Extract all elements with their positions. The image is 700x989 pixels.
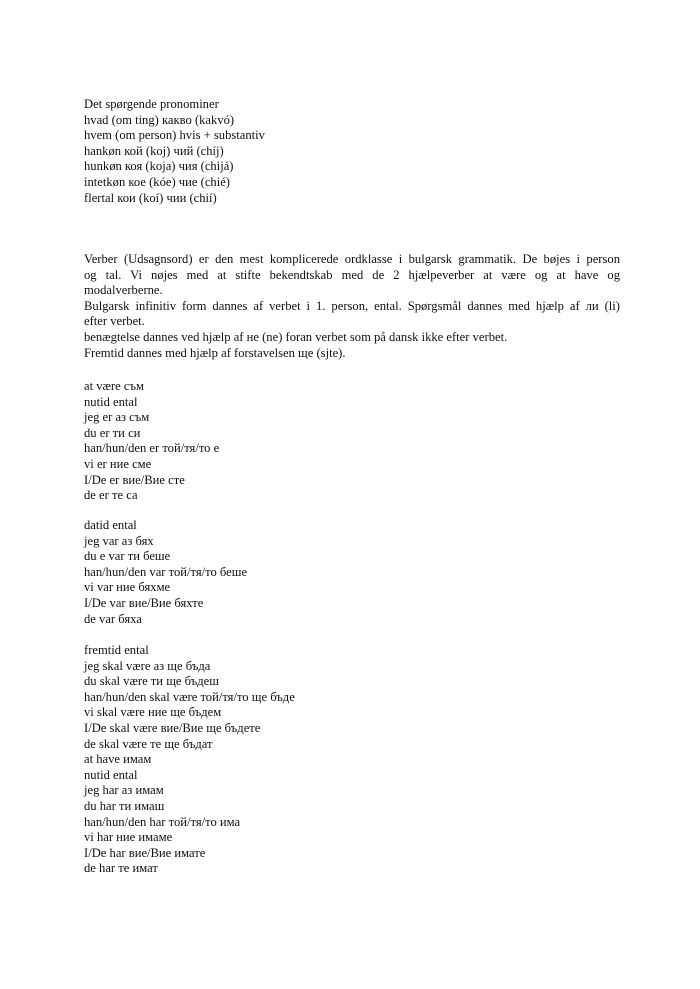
text-line: jeg er аз съм xyxy=(84,410,150,425)
text-line: Fremtid dannes med hjælp af forstavelsen ще (sjte). xyxy=(84,345,346,360)
text-line: vi skal være ние ще бъдем xyxy=(84,705,222,720)
text-line: de har те имат xyxy=(84,861,158,876)
text-line: du er ти си xyxy=(84,425,141,440)
text-line: de skal være те ще бъдат xyxy=(84,736,213,751)
text-line: han/hun/den har той/тя/то има xyxy=(84,814,241,829)
text-line: og tal. Vi nøjes med at stifte bekendtskab med de 2 hjælpeverber at være og at have og xyxy=(84,267,620,282)
text-line: I/De var вие/Вие бяхте xyxy=(84,595,204,610)
text-line: vi har ние имаме xyxy=(84,830,173,845)
text-line: hankøn кой (koj) чий (chíj) xyxy=(84,143,224,158)
text-line: flertal кои (koí) чии (chií) xyxy=(84,190,217,205)
text-line: han/hun/den skal være той/тя/то ще бъде xyxy=(84,689,295,704)
text-line: Verber (Udsagnsord) er den mest komplicerede ordklasse i bulgarsk grammatik. De bøjes i person xyxy=(84,252,620,266)
text-line: hvad (om ting) какво (kakvó) xyxy=(84,112,235,127)
conjugation-past-tense xyxy=(84,518,247,627)
text-line: I/De er вие/Вие сте xyxy=(84,472,185,487)
text-line: benægtelse dannes ved hjælp af не (ne) foran verbet som på dansk ikke efter verbet. xyxy=(84,329,508,344)
verbs-intro-paragraph xyxy=(84,252,620,361)
text-line: Bulgarsk infinitiv form dannes af verbet i 1. person, ental. Spørgsmål dannes med hjælp af ли (li) xyxy=(84,298,620,313)
section-heading: datid ental xyxy=(84,518,137,532)
text-line: han/hun/den er той/тя/то е xyxy=(84,441,220,456)
text-line: jeg var аз бях xyxy=(84,533,154,548)
section-heading: fremtid ental xyxy=(84,643,149,657)
section-heading: at have имам xyxy=(84,752,152,767)
text-line: du e var ти беше xyxy=(84,549,171,564)
text-line: I/De har вие/Вие имате xyxy=(84,845,206,860)
text-line: han/hun/den var той/тя/то беше xyxy=(84,564,248,579)
text-line: vi var ние бяхме xyxy=(84,580,171,595)
section-heading: at være съм xyxy=(84,379,144,393)
text-line: du har ти имаш xyxy=(84,798,165,813)
text-line: jeg har аз имам xyxy=(84,783,164,798)
text-line: intetkøn кое (kóe) чие (chié) xyxy=(84,174,230,189)
text-line: modalverberne. xyxy=(84,283,163,298)
interrogative-pronouns-section xyxy=(84,97,265,206)
text-line: nutid ental xyxy=(84,394,138,409)
text-line: du skal være ти ще бъдеш xyxy=(84,674,219,689)
text-line: de var бяха xyxy=(84,611,142,626)
conjugation-future-and-at-have xyxy=(84,643,295,877)
section-heading: Det spørgende pronominer xyxy=(84,97,219,111)
text-line: vi er ние сме xyxy=(84,456,152,471)
text-line: efter verbet. xyxy=(84,314,145,329)
text-line: hvem (om person) hvis + substantiv xyxy=(84,128,265,143)
text-line: nutid ental xyxy=(84,767,138,782)
text-line: jeg skal være аз ще бъда xyxy=(84,658,211,673)
text-line: hunkøn коя (koja) чия (chijá) xyxy=(84,159,234,174)
conjugation-at-vaere-present xyxy=(84,379,219,504)
text-line: de er те са xyxy=(84,488,138,503)
text-line: I/De skal være вие/Вие ще бъдете xyxy=(84,720,261,735)
